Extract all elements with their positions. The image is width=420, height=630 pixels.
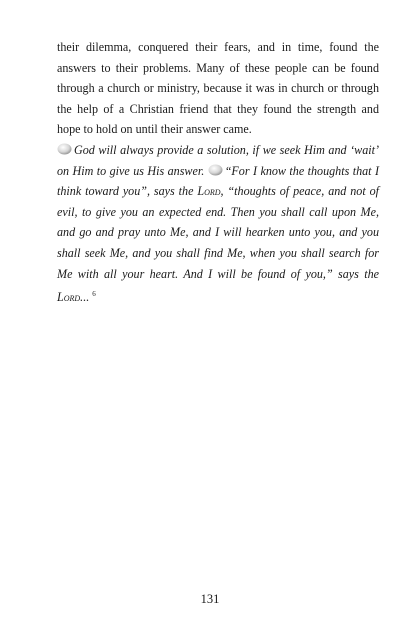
ellipsis: ... xyxy=(80,290,90,305)
footnote-ref[interactable]: 6 xyxy=(92,290,96,299)
paragraph-2 xyxy=(57,140,379,308)
lord-text: Lord xyxy=(197,184,221,199)
pearl-icon xyxy=(57,141,72,153)
quote-part-1: “For I know the thoughts that I think toward you”, says the xyxy=(57,163,379,199)
body-text xyxy=(57,37,379,308)
paragraph-1: their dilemma, conquered their fears, and in time, found the answers to their problems. Many of these people can be found through a church or ministry, because it was in church or through the help of a Christian friend that they found the strength and hope to hold on until their answer came. xyxy=(57,40,379,137)
pearl-icon xyxy=(208,162,223,174)
quote-part-2: , “thoughts of peace, and not of evil, to give you an expected end. Then you shall call upon Me, and go and pray unto Me, and I will hearken unto you, and you shall seek Me, and you shall find Me, when you shall search for Me with all your heart. And I will be found of you,” says the xyxy=(57,184,380,281)
sentence-1: God will always provide a solution, if we seek Him and ‘wait’ on Him to give us His answer. xyxy=(57,142,379,178)
page-number: 131 xyxy=(200,592,220,606)
lord-text: Lord xyxy=(57,290,81,305)
